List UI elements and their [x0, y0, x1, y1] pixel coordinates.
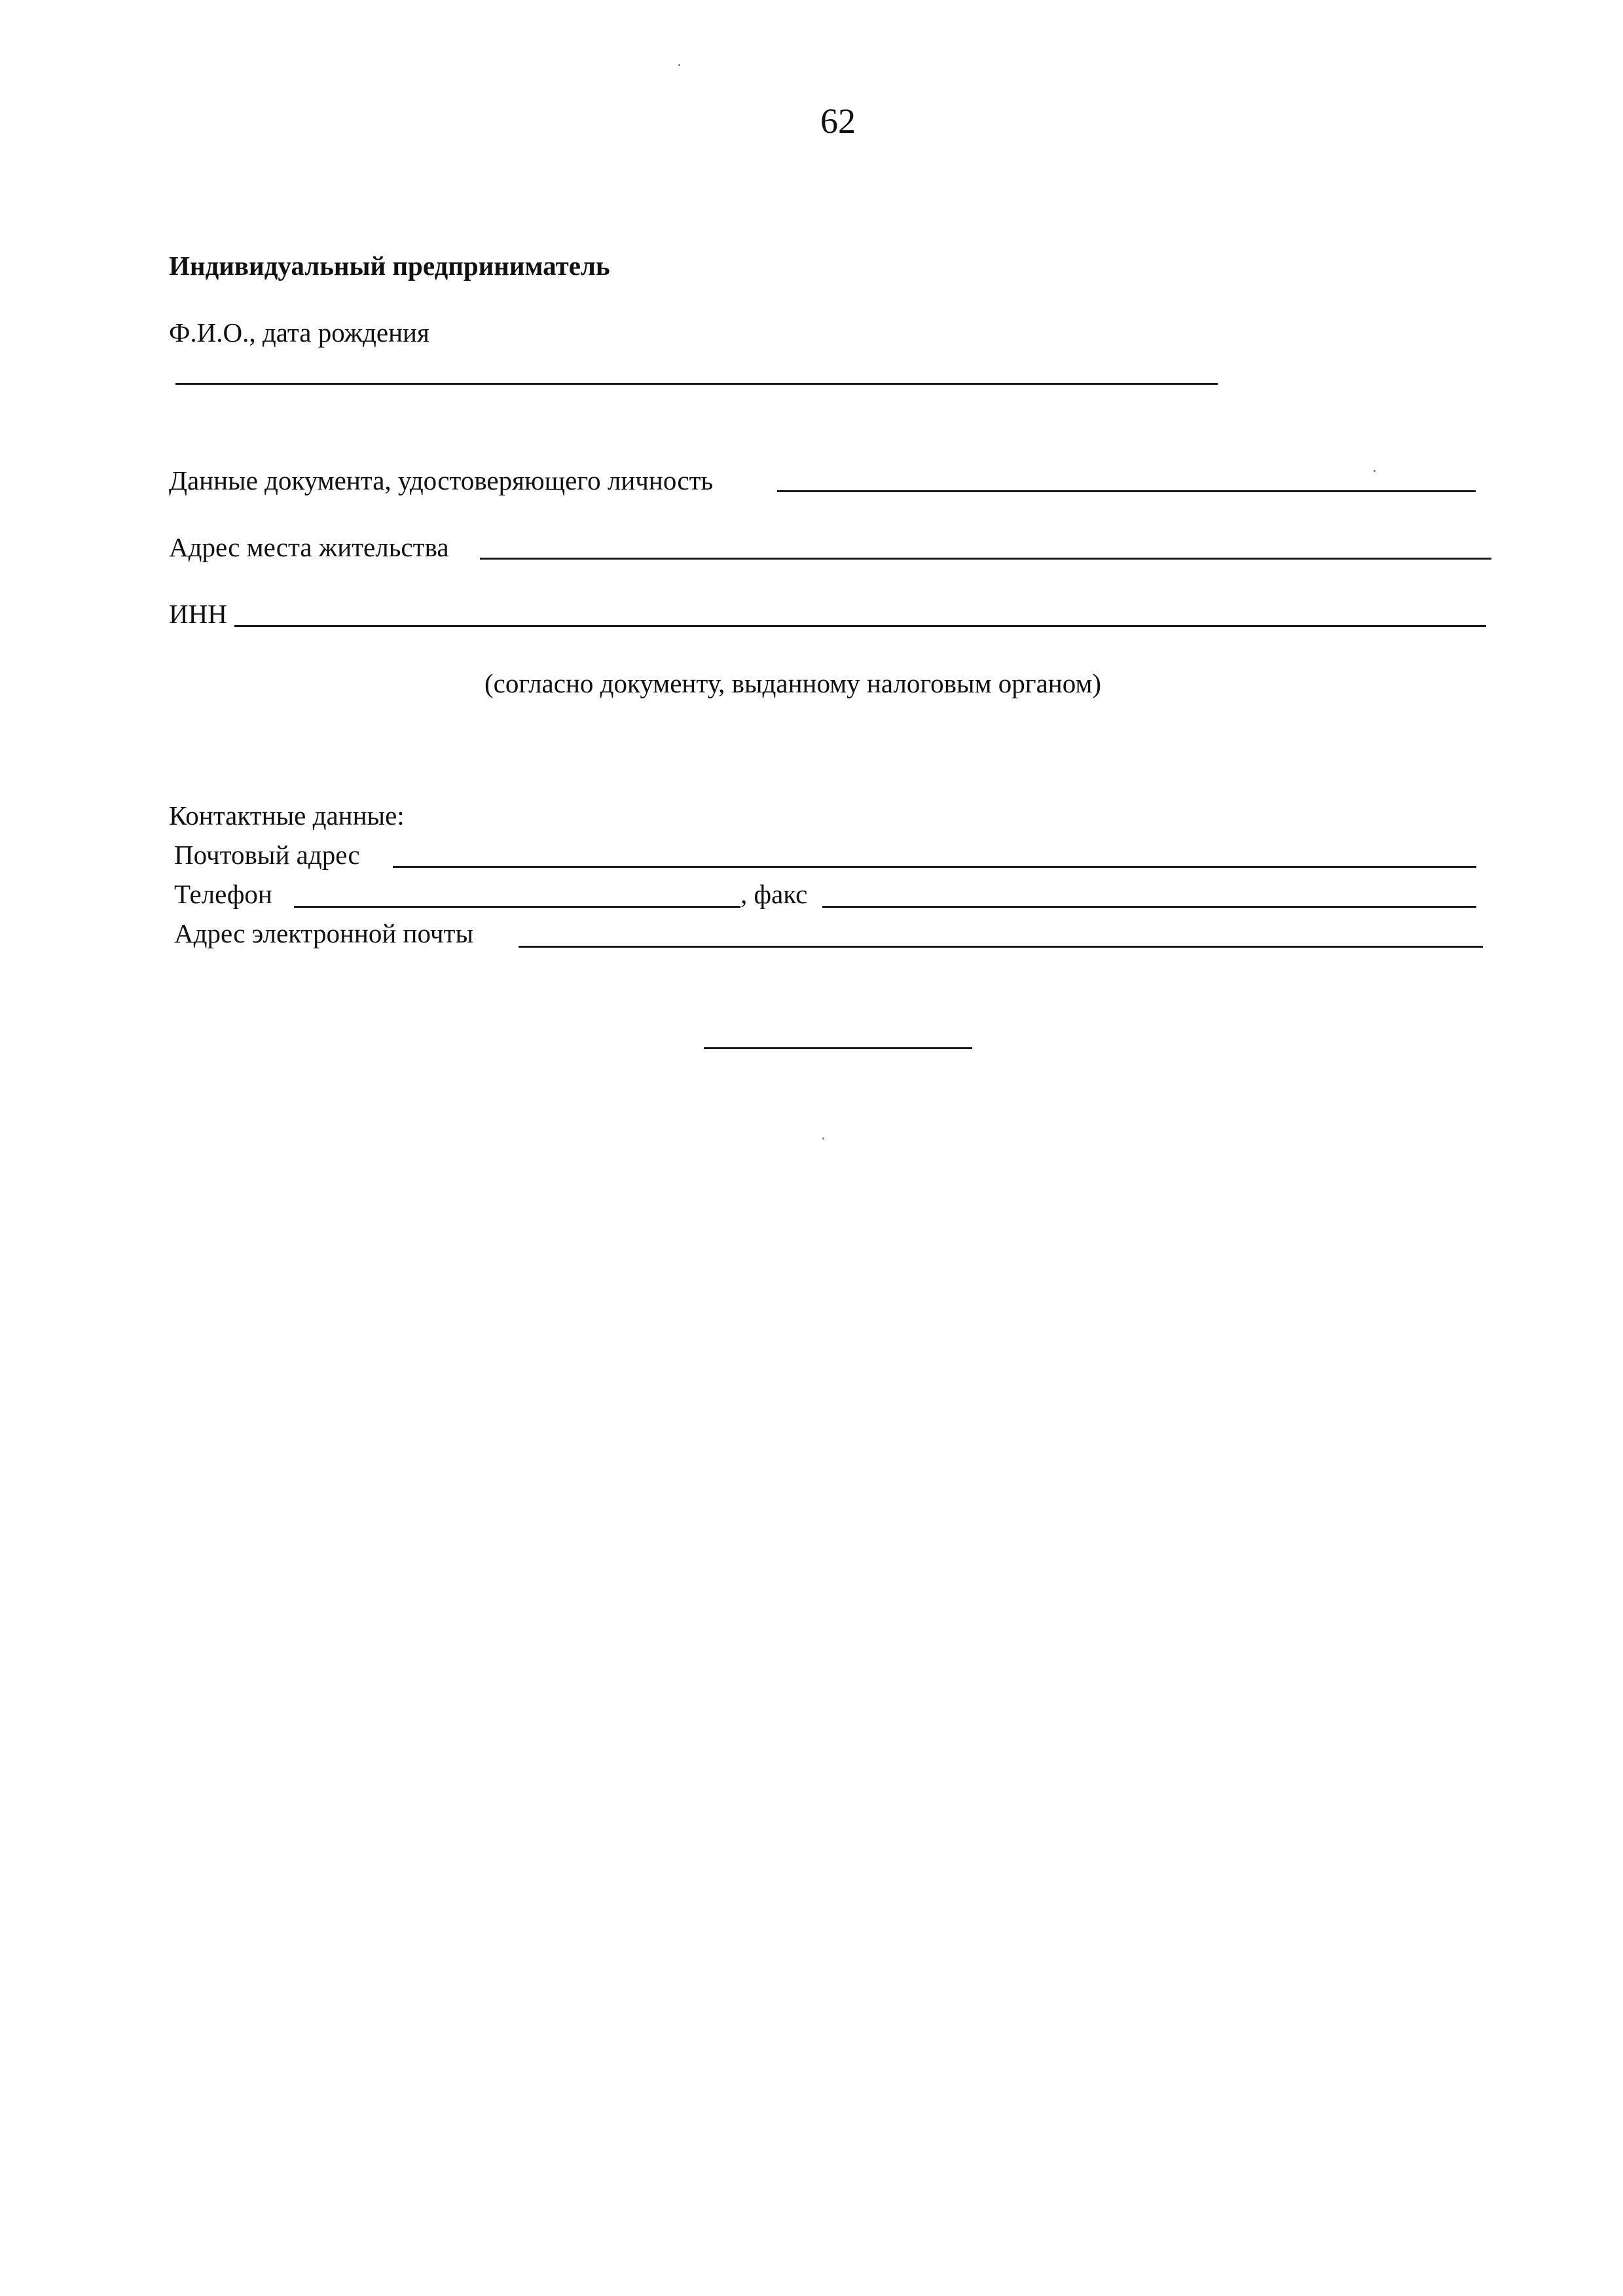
residence-underline[interactable] [480, 558, 1491, 560]
scan-speck [822, 1138, 824, 1139]
fax-underline[interactable] [822, 906, 1476, 908]
fio-label: Ф.И.О., дата рождения [169, 317, 429, 348]
identity-doc-label: Данные документа, удостоверяющего личность [169, 465, 714, 495]
page-number: 62 [820, 101, 856, 141]
email-label: Адрес электронной почты [174, 918, 473, 948]
fio-underline[interactable] [175, 383, 1218, 385]
inn-note: (согласно документу, выданному налоговым органом) [484, 668, 1102, 698]
fax-label: , факс [740, 879, 808, 909]
postal-address-underline[interactable] [393, 866, 1476, 868]
inn-label: ИНН [169, 599, 227, 629]
email-underline[interactable] [519, 946, 1483, 948]
inn-underline[interactable] [234, 625, 1486, 627]
scan-speck [678, 64, 680, 66]
residence-label: Адрес места жительства [169, 532, 449, 562]
section-heading: Индивидуальный предприниматель [169, 251, 610, 281]
scan-speck [1374, 470, 1376, 472]
phone-label: Телефон [174, 879, 272, 909]
contacts-title: Контактные данные: [169, 800, 405, 831]
postal-address-label: Почтовый адрес [174, 840, 360, 870]
identity-doc-underline[interactable] [777, 490, 1476, 492]
phone-underline[interactable] [294, 906, 740, 908]
end-of-document-rule [704, 1047, 972, 1049]
